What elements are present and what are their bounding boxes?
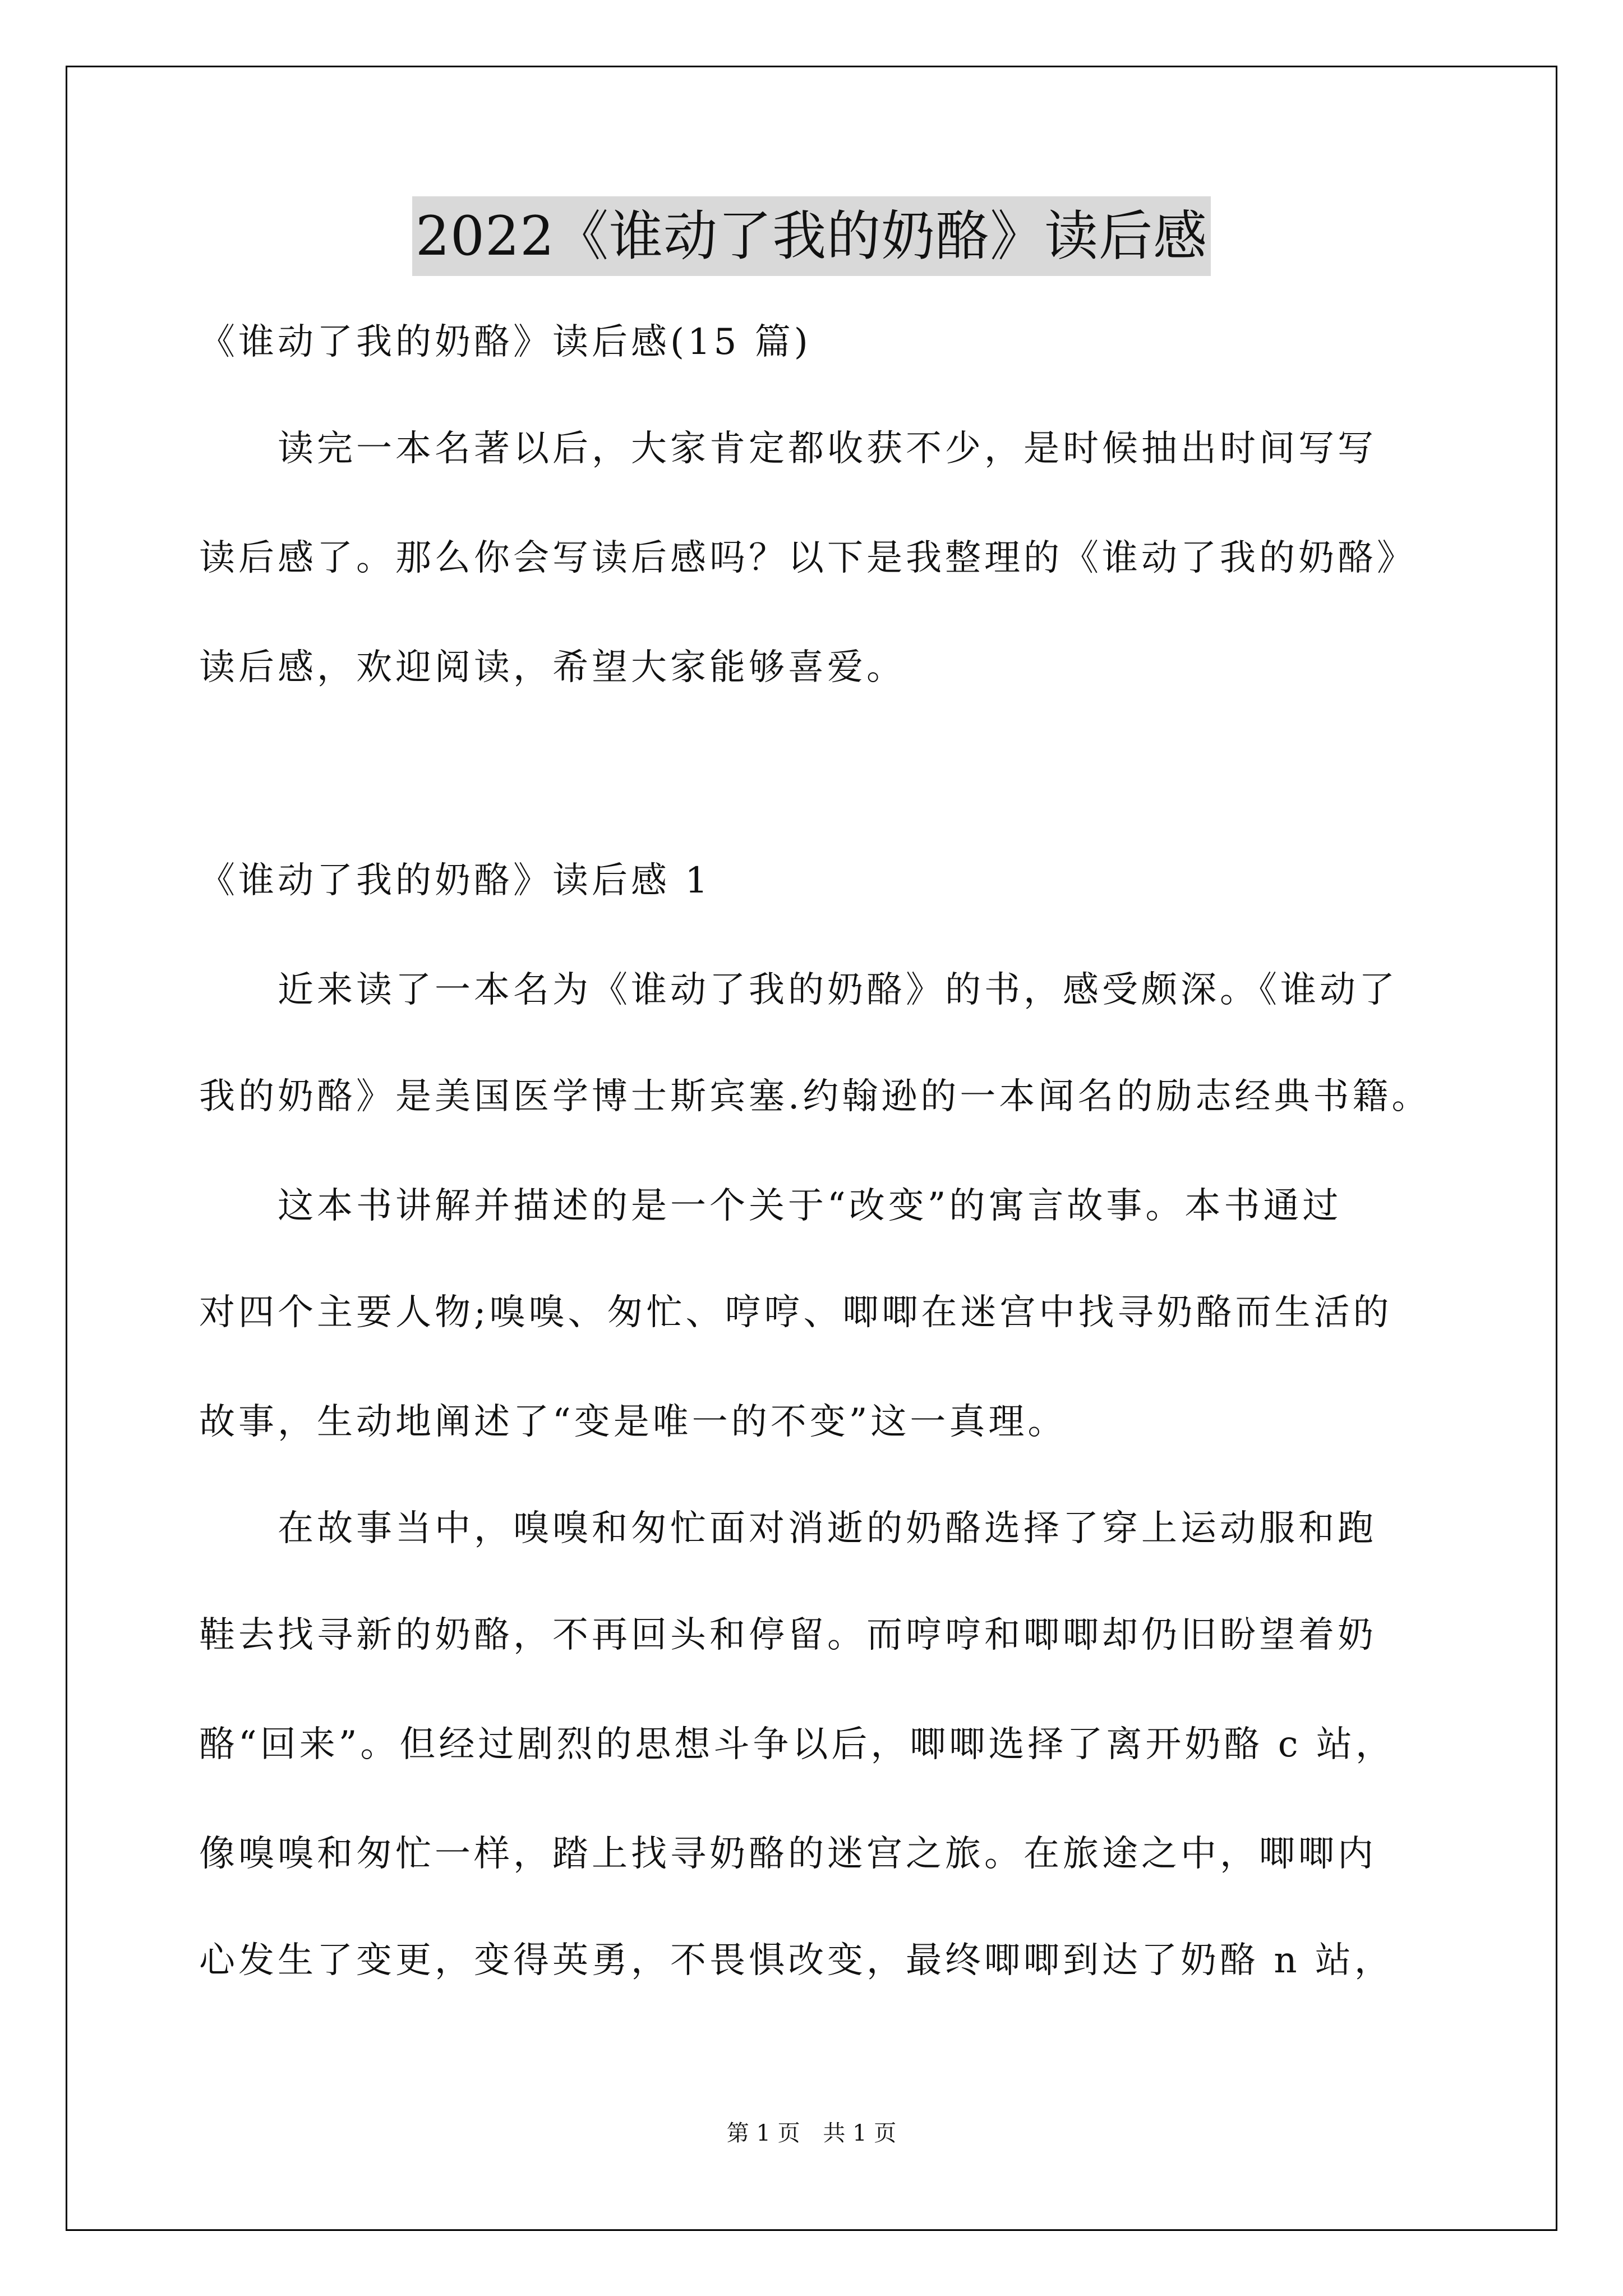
page-footer — [0, 2118, 1623, 2149]
body-line: 读完一本名著以后，大家肯定都收获不少，是时候抽出时间写写 — [199, 428, 1377, 470]
document-title: 2022《谁动了我的奶酪》读后感 — [412, 196, 1211, 276]
page-total: 共 1 页 — [823, 2120, 897, 2146]
body-line: 像嗅嗅和匆忙一样，踏上找寻奶酪的迷宫之旅。在旅途之中，唧唧内 — [199, 1833, 1377, 1875]
body-line: 我的奶酪》是美国医学博士斯宾塞.约翰逊的一本闻名的励志经典书籍。 — [199, 1076, 1431, 1117]
body-line: 心发生了变更，变得英勇，不畏惧改变，最终唧唧到达了奶酪 n 站， — [199, 1940, 1394, 1981]
title-container — [0, 196, 1623, 276]
body-line: 这本书讲解并描述的是一个关于“改变”的寓言故事。本书通过 — [199, 1185, 1342, 1227]
body-line: 读后感了。那么你会写读后感吗？以下是我整理的《谁动了我的奶酪》 — [199, 537, 1416, 579]
body-line: 对四个主要人物;嗅嗅、匆忙、哼哼、唧唧在迷宫中找寻奶酪而生活的 — [199, 1292, 1393, 1333]
body-line: 读后感，欢迎阅读，希望大家能够喜爱。 — [199, 647, 906, 688]
body-line: 近来读了一本名为《谁动了我的奶酪》的书，感受颇深。《谁动了 — [199, 969, 1398, 1011]
body-line: 在故事当中，嗅嗅和匆忙面对消逝的奶酪选择了穿上运动服和跑 — [199, 1508, 1377, 1549]
body-line: 酪“回来”。但经过剧烈的思想斗争以后，唧唧选择了离开奶酪 c 站， — [199, 1724, 1395, 1765]
section-heading: 《谁动了我的奶酪》读后感 1 — [199, 860, 712, 901]
body-line: 鞋去找寻新的奶酪，不再回头和停留。而哼哼和唧唧却仍旧盼望着奶 — [199, 1614, 1377, 1656]
body-line: 故事，生动地阐述了“变是唯一的不变”这一真理。 — [199, 1401, 1067, 1443]
page-border — [66, 66, 1557, 2231]
page-number: 第 1 页 — [726, 2120, 800, 2146]
subtitle-line: 《谁动了我的奶酪》读后感(15 篇) — [199, 321, 811, 363]
